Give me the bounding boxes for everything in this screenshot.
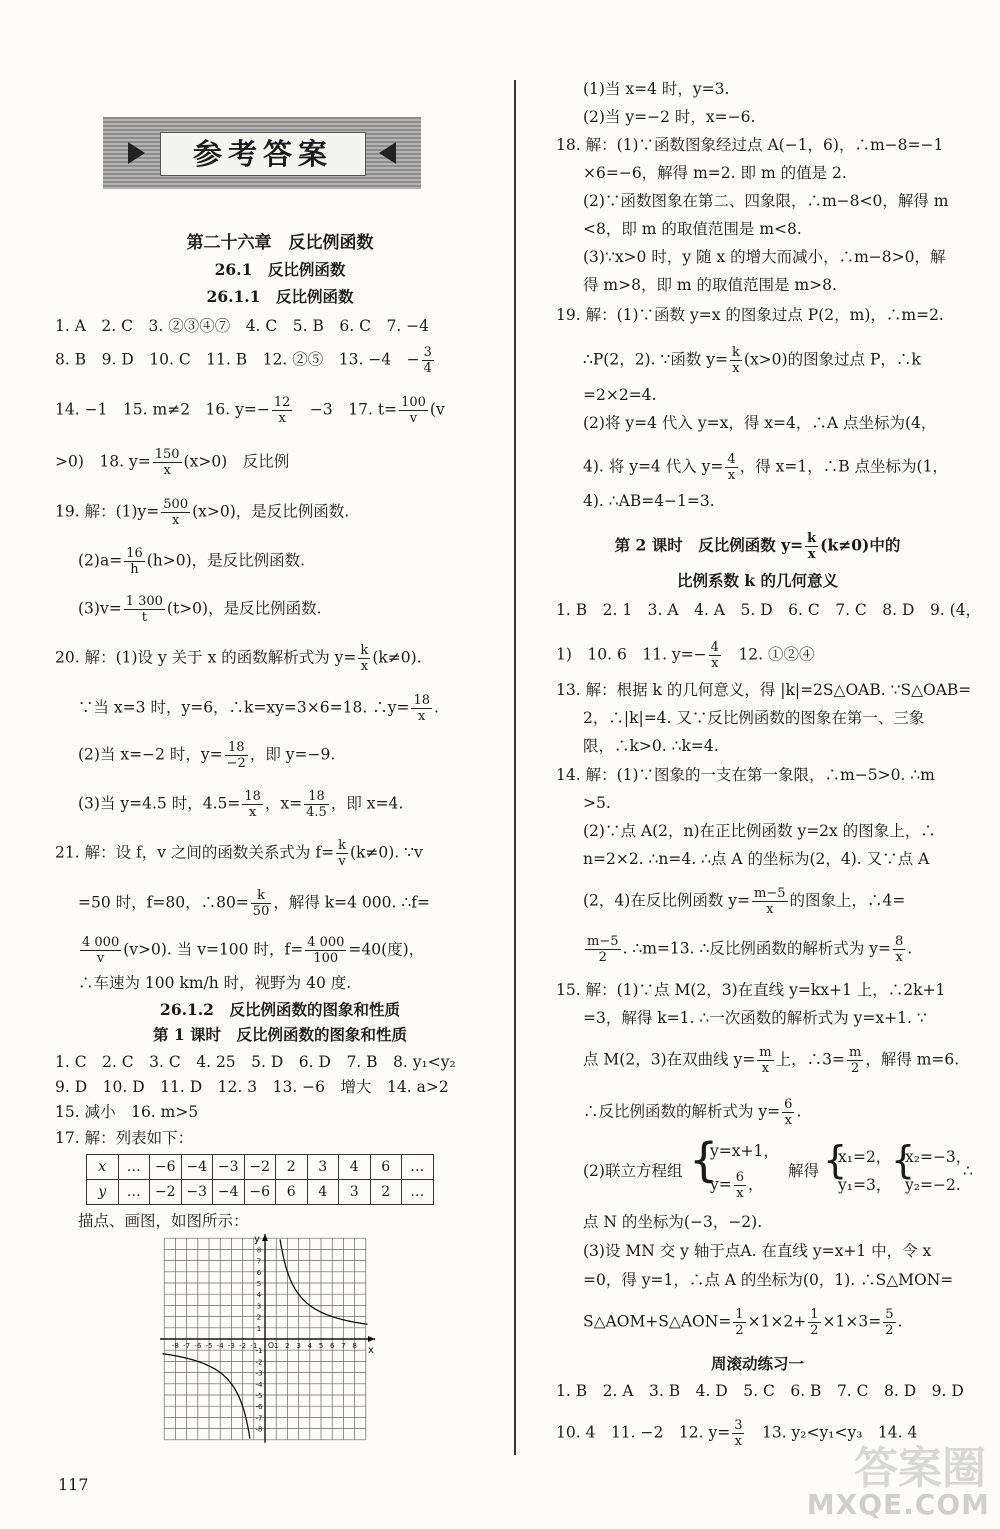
y-tick-label: -1: [255, 1347, 263, 1356]
chapter-title: 第二十六章 反比例函数: [186, 233, 374, 253]
answer-line: S△AOM+S△AON= $\frac{1}{2}$ ×1×2+ $\frac{1}{2}$ ×1×3= $\frac{5}{2}$ .: [583, 1307, 903, 1338]
table-cell: −2: [244, 1155, 276, 1180]
section-title: 26.1.2 反比例函数的图象和性质: [160, 1000, 400, 1019]
y-tick-label: 4: [256, 1291, 262, 1300]
answer-line: n=2×2. ∴n=4. ∴点 A 的坐标为(2，4). 又∵点 A: [583, 850, 930, 868]
answer-line: 4). ∴AB=4−1=3.: [583, 492, 715, 510]
x-tick-label: -3: [227, 1342, 235, 1350]
answer-row: 15. 减小 16. m>5: [55, 1103, 199, 1121]
answer-line: (2)当 y=−2 时，x=−6.: [583, 108, 756, 126]
solution: x₁=2，: [838, 1148, 892, 1166]
x-tick-label: -5: [205, 1342, 213, 1350]
answer-row: 10. 4 11. −2 12. y= $\frac{3}{x}$ 13. y₂<y₁<y₃ 14. 4: [556, 1418, 918, 1449]
answer-row: 1) 10. 6 11. y=− $\frac{4}{x}$ 12. ①②④: [556, 640, 815, 671]
question-13: 13. 解：根据 k 的几何意义，得 |k|=2S△OAB. ∵S△OAB=: [556, 681, 972, 699]
table-cell: −3: [213, 1155, 245, 1180]
answer-row: 1. A 2. C 3. ②③④⑦ 4. C 5. B 6. C 7. −4: [55, 317, 430, 335]
answer-line: 2，∴|k|=4. 又∵反比例函数的图象在第一、三象: [583, 709, 925, 727]
table-cell: …: [402, 1155, 434, 1180]
answer-row: 1. B 2. 1 3. A 4. A 5. D 6. C 7. C 8. D 9. (4，: [556, 601, 982, 619]
answer-line: (3)v= $\frac{1 300}{t}$ (t>0)，是反比例函数.: [78, 594, 322, 625]
table-row: [87, 1180, 434, 1205]
lesson-title: 第 2 课时 反比例函数 y= $\frac{k}{x}$ (k≠0)中的: [614, 531, 901, 562]
table-cell: 6: [276, 1180, 308, 1205]
answer-line: (2)a= $\frac{16}{h}$ (h>0)，是反比例函数.: [78, 546, 306, 577]
x-tick-label: -2: [239, 1342, 247, 1350]
answer-line: 得 m>8，即 m 的取值范围是 m>8.: [583, 276, 837, 294]
column-divider: [514, 80, 516, 1455]
question-14: 14. 解：(1)∵图象的一支在第一象限，∴m−5>0. ∴m: [556, 766, 935, 784]
table-cell: 4: [307, 1180, 339, 1205]
y-tick-label: 5: [256, 1280, 262, 1288]
arrow-left-icon: [379, 142, 396, 164]
x-tick-label: -7: [183, 1342, 191, 1350]
table-cell: −6: [244, 1180, 276, 1205]
answer-line: ×6=−6，解得 m=2. 即 m 的值是 2.: [583, 164, 847, 182]
table-cell: −4: [181, 1155, 213, 1180]
x-tick-label: -6: [194, 1342, 202, 1350]
y-tick-label: 1: [256, 1324, 262, 1333]
x-tick-label: 8: [352, 1342, 357, 1350]
x-tick-label: 5: [318, 1342, 324, 1350]
solution: y₂=−2.: [905, 1176, 961, 1194]
x-tick-label: 3: [296, 1342, 301, 1350]
answer-line: =50 时，f=80，∴80= $\frac{k}{50}$ ，解得 k=4 000. ∴f=: [78, 888, 430, 919]
section-title: 26.1 反比例函数: [214, 260, 346, 279]
question-17: 17. 解：列表如下：: [55, 1129, 194, 1147]
left-brace: {: [689, 1133, 719, 1187]
y-axis-arrow: [262, 1234, 268, 1241]
table-cell: −3: [181, 1180, 213, 1205]
table-cell: y: [87, 1180, 119, 1205]
question-20: 20. 解：(1)设 y 关于 x 的函数解析式为 y= $\frac{k}{x}$ (k≠0).: [55, 643, 422, 674]
answer-line: ∴车速为 100 km/h 时，视野为 40 度.: [78, 974, 352, 992]
answer-line: ∵当 x=3 时，y=6，∴k=xy=3×6=18. ∴y= $\frac{18}{x}$ .: [78, 693, 439, 724]
answer-row: 1. C 2. C 3. C 4. 25 5. D 6. D 7. B 8. y₁<y₂: [55, 1053, 456, 1071]
answer-line: 描点、画图，如图所示：: [78, 1212, 249, 1230]
answer-line: (2，4)在反比例函数 y= $\frac{m-5}{x}$ 的图象上，∴4=: [583, 886, 906, 917]
x-tick-label: 6: [329, 1342, 335, 1350]
left-brace: {: [823, 1138, 848, 1182]
solution: y₁=3，: [838, 1176, 892, 1194]
section-title: 周滚动练习一: [710, 1354, 804, 1373]
banner-title: 参考答案: [192, 137, 333, 171]
answer-line: ∴P(2，2). ∵函数 y= $\frac{k}{x}$ (x>0)的图象过点 P，∴k: [583, 345, 921, 376]
y-tick-label: 8: [256, 1246, 262, 1255]
table-cell: 2: [276, 1155, 308, 1180]
banner-box: [160, 132, 366, 176]
table-row: [87, 1155, 434, 1180]
answer-line: ∴: [963, 1162, 973, 1180]
answer-line: (3)当 y=4.5 时，4.5= $\frac{18}{x}$ ，x= $\frac{18}{4.5}$ ，即 x=4.: [78, 789, 404, 820]
origin-label: O: [267, 1341, 275, 1350]
answer-row: 9. D 10. D 11. D 12. 3 13. −6 增大 14. a>2: [55, 1078, 449, 1096]
x-tick-label: -4: [216, 1342, 224, 1350]
equation: y=x+1，: [710, 1142, 779, 1160]
solution: x₂=−3，: [905, 1148, 972, 1166]
y-tick-label: -2: [255, 1358, 263, 1367]
table-cell: …: [118, 1180, 150, 1205]
answer-line: 4). 将 y=4 代入 y= $\frac{4}{x}$ ，得 x=1，∴B 点坐标为(1，: [583, 452, 948, 483]
y-tick-label: 2: [256, 1313, 262, 1322]
table-cell: 3: [307, 1155, 339, 1180]
watermark-text: MXQE.COM: [806, 1488, 990, 1521]
answer-line: (2)∵点 A(2，n)在正比例函数 y=2x 的图象上，∴: [583, 822, 936, 840]
answer-line: >5.: [583, 794, 611, 812]
value-table: [86, 1154, 434, 1205]
x-tick-label: 2: [285, 1342, 290, 1350]
answer-line: 解得: [788, 1162, 820, 1180]
y-tick-label: 3: [256, 1302, 262, 1311]
table-cell: 2: [370, 1180, 402, 1205]
lesson-title: 第 1 课时 反比例函数的图象和性质: [152, 1025, 408, 1044]
table-cell: −4: [213, 1180, 245, 1205]
hyperbola-graph: [160, 1232, 380, 1444]
question-19: 19. 解：(1)y= $\frac{500}{x}$ (x>0)，是反比例函数.: [55, 497, 350, 528]
answer-line: 点 N 的坐标为(−3，−2).: [583, 1213, 763, 1231]
table-cell: …: [402, 1180, 434, 1205]
subsection-title: 26.1.1 反比例函数: [206, 287, 354, 306]
y-tick-label: -8: [255, 1425, 263, 1434]
table-cell: 6: [370, 1155, 402, 1180]
answer-line: (1)当 x=4 时，y=3.: [583, 80, 730, 98]
table-cell: x: [87, 1155, 119, 1180]
answer-line: (2)∵函数图象在第二、四象限，∴m−8<0，解得 m: [583, 192, 949, 210]
x-tick-label: -1: [250, 1342, 258, 1350]
y-tick-label: -4: [255, 1380, 263, 1389]
answer-line: =0，得 y=1，∴点 A 的坐标为(0，1). ∴S△MON=: [583, 1271, 954, 1289]
y-tick-label: -7: [255, 1414, 263, 1423]
equation: y= $\frac{6}{x}$ ，: [710, 1170, 764, 1201]
answer-banner: [103, 117, 421, 189]
answer-row: 14. −1 15. m≠2 16. y=− $\frac{12}{x}$ −3 17. t= $\frac{100}{v}$ (v: [55, 395, 445, 426]
lesson-title: 比例系数 k 的几何意义: [676, 571, 839, 590]
y-tick-label: -6: [255, 1403, 263, 1412]
answer-row: 1. B 2. A 3. B 4. D 5. C 6. B 7. C 8. D 9. D: [556, 1382, 964, 1400]
y-tick-label: -3: [255, 1369, 263, 1378]
question-15: 15. 解：(1)∵点 M(2，3)在直线 y=kx+1 上，∴2k+1: [556, 981, 946, 999]
answer-line: (3)∵x>0 时，y 随 x 的增大而减小，∴m−8>0，解: [583, 248, 946, 266]
table-cell: 3: [339, 1180, 371, 1205]
page-number: 117: [58, 1475, 89, 1494]
answer-line: (2)联立方程组: [583, 1162, 683, 1180]
x-tick-label: -8: [171, 1342, 179, 1350]
table-cell: 4: [339, 1155, 371, 1180]
answer-line: (3)设 MN 交 y 轴于点A. 在直线 y=x+1 中，令 x: [583, 1242, 932, 1260]
answer-line: $\frac{m-5}{2}$ . ∴m=13. ∴反比例函数的解析式为 y= $\frac{8}{x}$ .: [587, 934, 913, 965]
answer-line: ∴反比例函数的解析式为 y= $\frac{6}{x}$ .: [583, 1097, 802, 1128]
y-tick-label: 7: [256, 1257, 262, 1266]
answer-row: >0) 18. y= $\frac{150}{x}$ (x>0) 反比例: [55, 447, 290, 478]
watermark-logo: 答案圈: [854, 1443, 986, 1494]
y-tick-label: -5: [255, 1392, 263, 1400]
answer-line: <8，即 m 的取值范围是 m<8.: [583, 220, 802, 238]
answer-line: 限，∴k>0. ∴k=4.: [583, 737, 719, 755]
question-21: 21. 解：设 f，v 之间的函数关系式为 f= $\frac{k}{v}$ (k≠0). ∵v: [55, 838, 423, 869]
y-tick-label: 6: [256, 1268, 262, 1277]
arrow-right-icon: [128, 142, 145, 164]
answer-line: =3，解得 k=1. ∴一次函数的解析式为 y=x+1. ∵: [583, 1009, 927, 1027]
answer-line: (2)将 y=4 代入 y=x，得 x=4，∴A 点坐标为(4，: [583, 414, 937, 432]
answer-line: 点 M(2，3)在双曲线 y= $\frac{m}{x}$ 上，∴3= $\frac{m}{2}$ ，解得 m=6.: [583, 1045, 960, 1076]
table-cell: …: [118, 1155, 150, 1180]
question-19: 19. 解：(1)∵函数 y=x 的图象过点 P(2，m)，∴m=2.: [556, 306, 944, 324]
x-axis-arrow: [368, 1336, 375, 1342]
y-axis-label: y: [254, 1234, 260, 1245]
question-18: 18. 解：(1)∵函数图象经过点 A(−1，6)，∴m−8=−1: [556, 136, 944, 154]
answer-line: $\frac{4 000}{v}$ (v>0). 当 v=100 时，f= $\frac{4 000}{100}$ =40(度)，: [82, 935, 425, 966]
x-tick-label: 1: [273, 1342, 279, 1350]
table-cell: −6: [150, 1155, 182, 1180]
table-cell: −2: [150, 1180, 182, 1205]
x-axis-label: x: [368, 1345, 374, 1356]
x-tick-label: 4: [307, 1342, 313, 1350]
left-brace: {: [891, 1138, 916, 1182]
x-tick-label: 7: [341, 1342, 346, 1350]
answer-row: 8. B 9. D 10. C 11. B 12. ②⑤ 13. −4 − $\frac{3}{4}$: [55, 345, 432, 376]
answer-line: (2)当 x=−2 时，y= $\frac{18}{-2}$ ，即 y=−9.: [78, 740, 336, 771]
answer-line: =2×2=4.: [583, 386, 657, 404]
